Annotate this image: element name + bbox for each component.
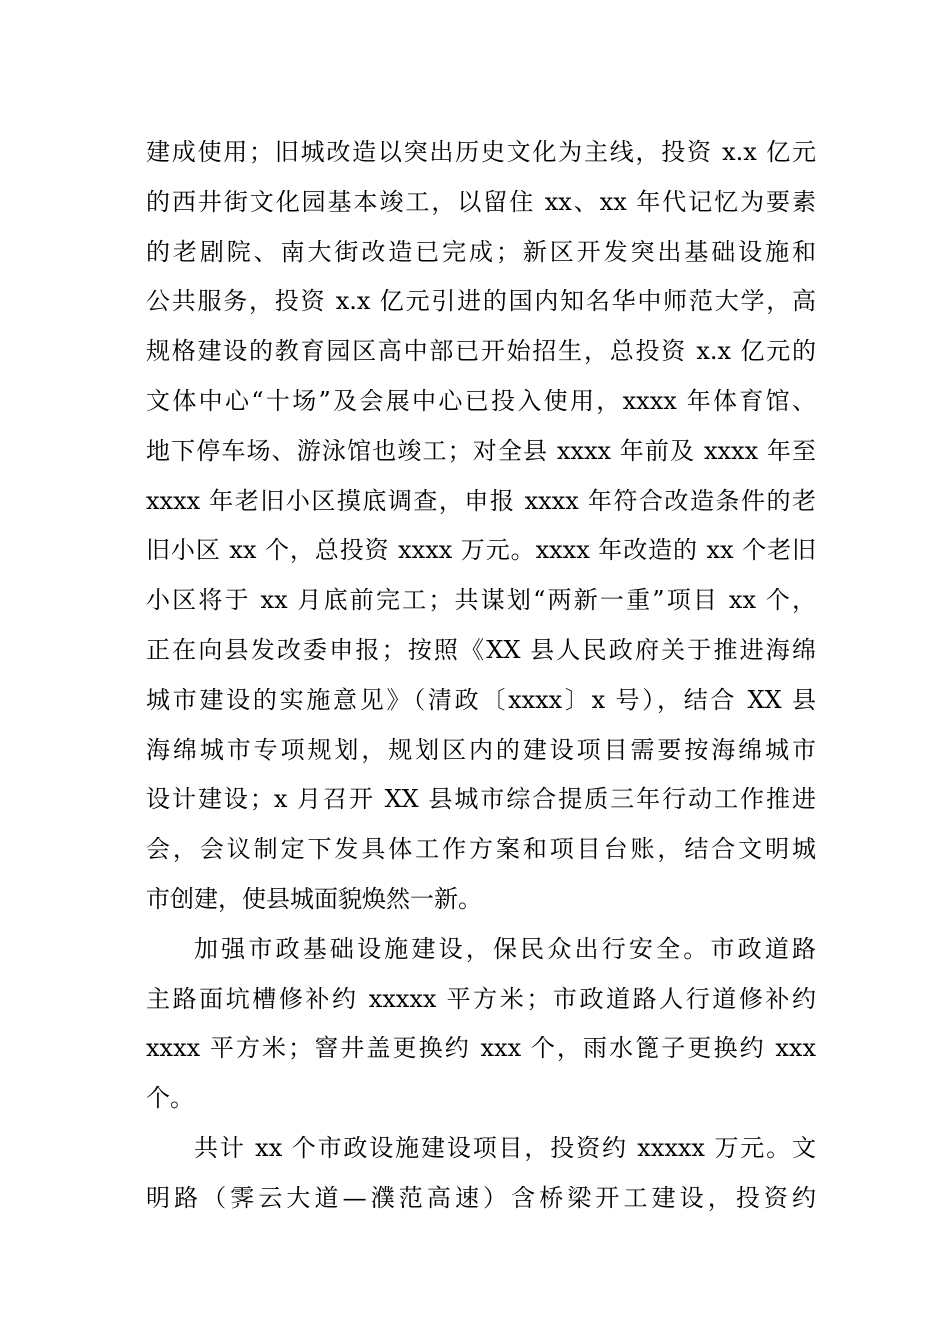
text-line: 设计建设；x 月召开 XX 县城市综合提质三年行动工作推进 <box>146 785 816 814</box>
text-line: 明路（霁云大道—濮范高速）含桥梁开工建设，投资约 <box>146 1183 816 1212</box>
text-line: 建成使用；旧城改造以突出历史文化为主线，投资 x.x 亿元 <box>146 138 816 166</box>
text-line: 小区将于 xx 月底前完工；共谋划“两新一重”项目 xx 个， <box>146 586 816 615</box>
text-line: 主路面坑槽修补约 xxxxx 平方米；市政道路人行道修补约 <box>146 984 816 1013</box>
text-line: 规格建设的教育园区高中部已开始招生，总投资 x.x 亿元的 <box>146 337 816 366</box>
paragraph-first-line: 共计 xx 个市政设施建设项目，投资约 xxxxx 万元。文 <box>194 1133 816 1162</box>
text-line: xxxx 平方米；窨井盖更换约 xxx 个，雨水篦子更换约 xxx <box>146 1034 816 1063</box>
text-line: 地下停车场、游泳馆也竣工；对全县 xxxx 年前及 xxxx 年至 <box>146 436 816 465</box>
text-line: 公共服务，投资 x.x 亿元引进的国内知名华中师范大学，高 <box>146 287 816 316</box>
text-line: 正在向县发改委申报；按照《XX 县人民政府关于推进海绵 <box>146 635 816 664</box>
text-line: 市创建，使县城面貌焕然一新。 <box>146 884 482 913</box>
text-line: 城市建设的实施意见》（清政〔xxxx〕x 号），结合 XX 县 <box>146 685 816 714</box>
text-line: 会，会议制定下发具体工作方案和项目台账，结合文明城 <box>146 835 816 864</box>
text-line: xxxx 年老旧小区摸底调查，申报 xxxx 年符合改造条件的老 <box>146 486 816 515</box>
text-line: 海绵城市专项规划，规划区内的建设项目需要按海绵城市 <box>146 735 816 764</box>
text-line: 文体中心“十场”及会展中心已投入使用，xxxx 年体育馆、 <box>146 386 816 415</box>
text-line: 旧小区 xx 个，总投资 xxxx 万元。xxxx 年改造的 xx 个老旧 <box>146 536 816 565</box>
body-text <box>146 128 816 1224</box>
text-line: 的西井街文化园基本竣工，以留住 xx、xx 年代记忆为要素 <box>146 187 816 216</box>
text-line: 个。 <box>146 1084 194 1113</box>
text-line: 的老剧院、南大街改造已完成；新区开发突出基础设施和 <box>146 237 816 266</box>
paragraph-first-line: 加强市政基础设施建设，保民众出行安全。市政道路 <box>194 934 816 963</box>
